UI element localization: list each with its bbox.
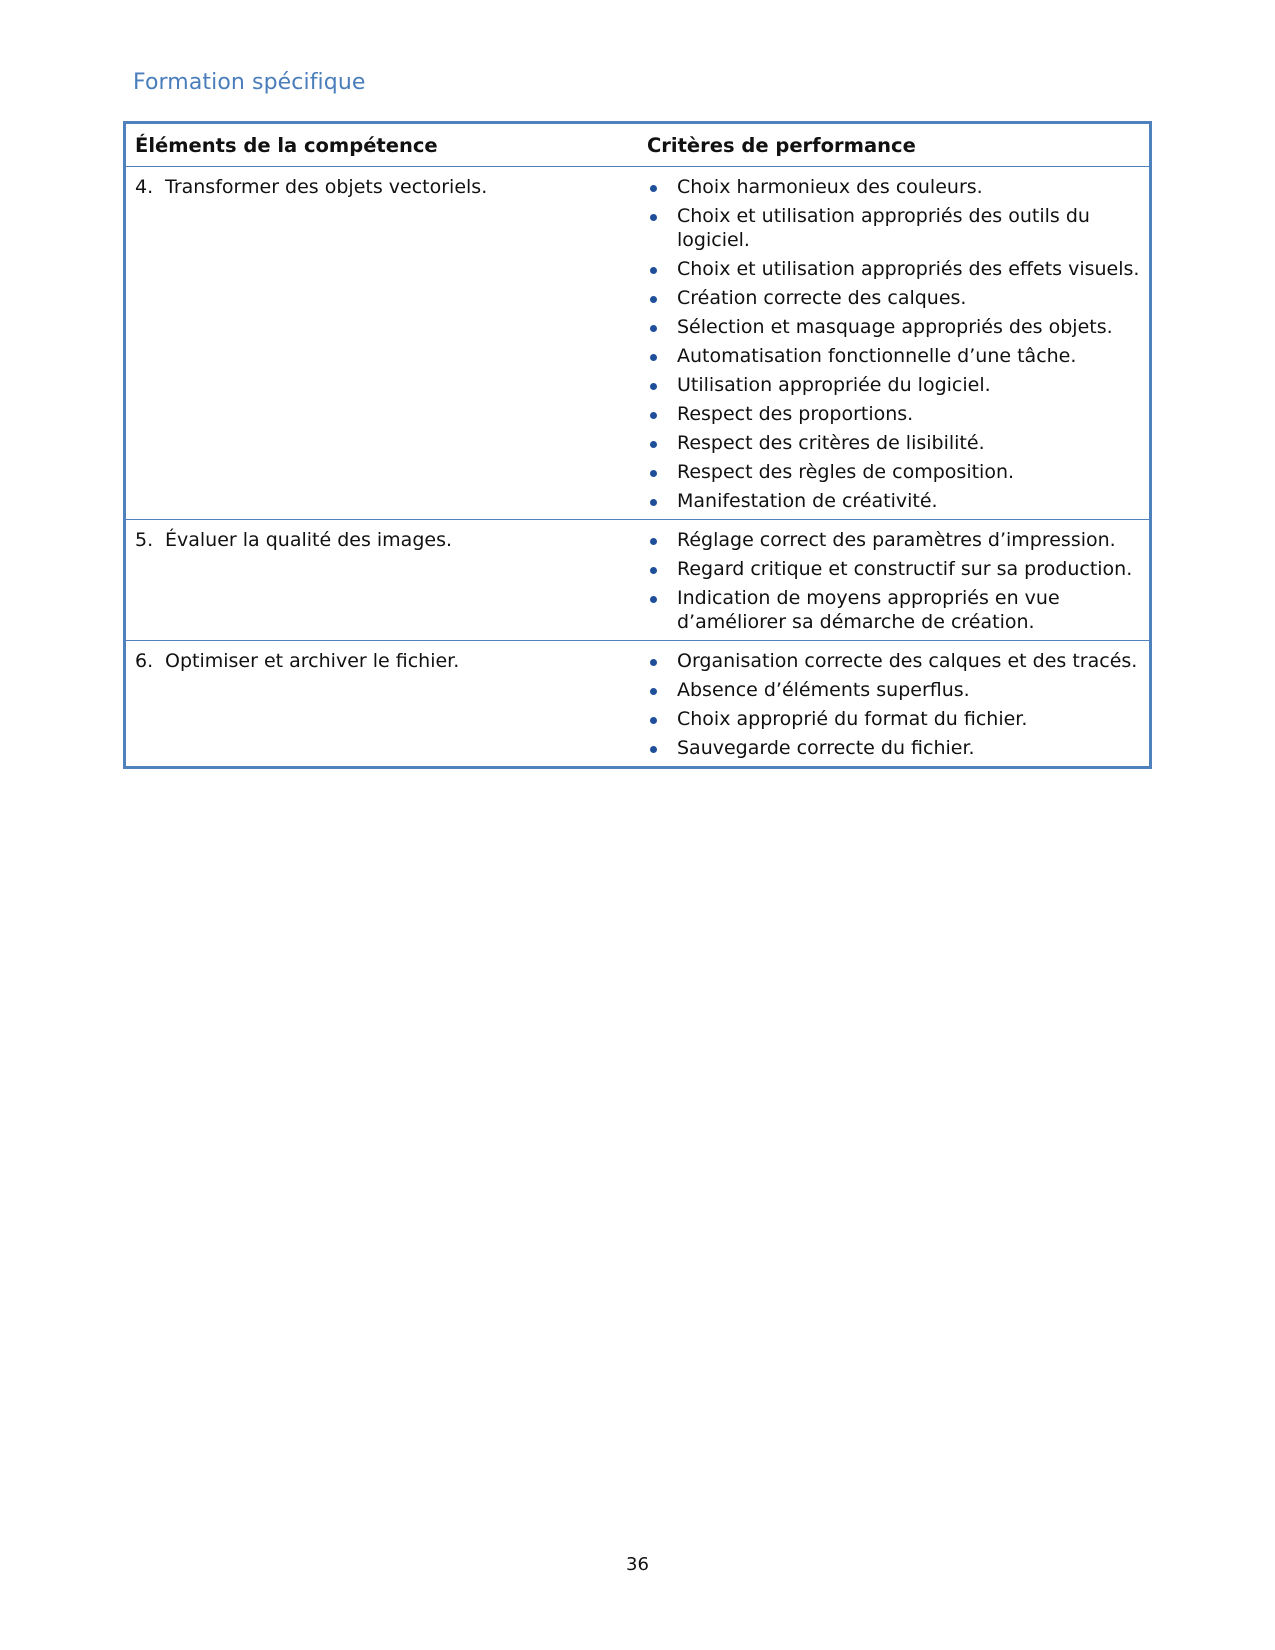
table-row — [125, 167, 1151, 520]
criterion-item: Automatisation fonctionnelle d’une tâche. — [647, 344, 1141, 368]
element-cell — [125, 641, 639, 768]
criterion-item: Respect des règles de composition. — [647, 460, 1141, 484]
table-header-row — [125, 123, 1151, 167]
element-cell — [125, 167, 639, 520]
criterion-item: Respect des critères de lisibilité. — [647, 431, 1141, 455]
criterion-item: Choix et utilisation appropriés des outils du logiciel. — [647, 204, 1141, 252]
criteria-list — [647, 649, 1141, 760]
criterion-item: Indication de moyens appropriés en vue d’améliorer sa démarche de création. — [647, 586, 1141, 634]
criterion-item: Choix et utilisation appropriés des effets visuels. — [647, 257, 1141, 281]
criteria-cell — [638, 641, 1151, 768]
criterion-item: Regard critique et constructif sur sa production. — [647, 557, 1141, 581]
criterion-item: Organisation correcte des calques et des tracés. — [647, 649, 1141, 673]
criterion-item: Utilisation appropriée du logiciel. — [647, 373, 1141, 397]
criterion-item: Respect des proportions. — [647, 402, 1141, 426]
section-title: Formation spécifique — [133, 70, 366, 95]
header-criteria: Critères de performance — [638, 123, 1151, 167]
criterion-item: Réglage correct des paramètres d’impression. — [647, 528, 1141, 552]
element-number: 5. — [135, 529, 154, 551]
criteria-list — [647, 528, 1141, 634]
element-number: 4. — [135, 176, 154, 198]
element-text: Optimiser et archiver le fichier. — [165, 650, 460, 672]
criterion-item: Sélection et masquage appropriés des objets. — [647, 315, 1141, 339]
header-elements: Éléments de la compétence — [125, 123, 639, 167]
criteria-cell — [638, 167, 1151, 520]
element-text: Évaluer la qualité des images. — [165, 529, 453, 551]
criterion-item: Sauvegarde correcte du fichier. — [647, 736, 1141, 760]
criteria-cell — [638, 520, 1151, 641]
element-number: 6. — [135, 650, 154, 672]
criterion-item: Création correcte des calques. — [647, 286, 1141, 310]
criterion-item: Manifestation de créativité. — [647, 489, 1141, 513]
element-text: Transformer des objets vectoriels. — [165, 176, 488, 198]
criteria-list — [647, 175, 1141, 513]
criterion-item: Absence d’éléments superflus. — [647, 678, 1141, 702]
element-cell — [125, 520, 639, 641]
criterion-item: Choix harmonieux des couleurs. — [647, 175, 1141, 199]
table-row — [125, 520, 1151, 641]
table-row — [125, 641, 1151, 768]
criterion-item: Choix approprié du format du fichier. — [647, 707, 1141, 731]
page-number: 36 — [626, 1554, 649, 1575]
competence-table — [123, 121, 1152, 769]
